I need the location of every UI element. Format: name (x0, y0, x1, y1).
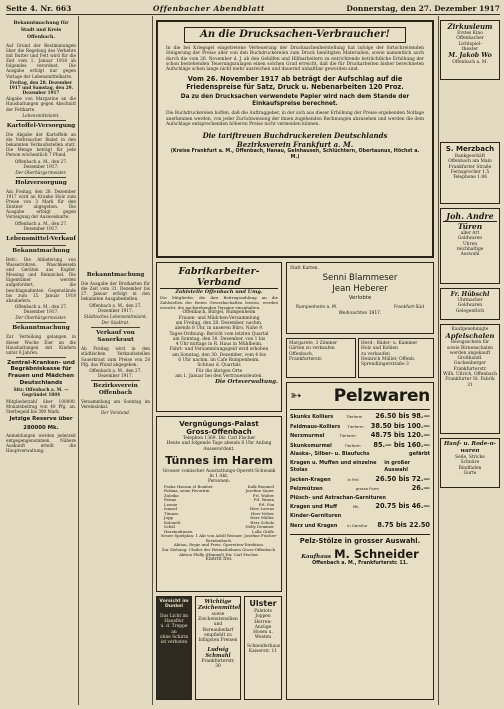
merzbach-line: Offenbach am Main (448, 159, 492, 165)
cast-actor: Frl. Walter (252, 492, 274, 498)
verband-line: Fahrt- und Versammlungsgeld wird erhoben (169, 347, 269, 353)
pelz-header (290, 386, 430, 410)
separator (16, 357, 66, 358)
zirkus-line: theater (461, 46, 479, 52)
cast-actor: Josefine Sauer (245, 488, 274, 494)
palast-extra: Eintritt frei. (205, 557, 233, 563)
ad-kreise: (Kreise Frankfurt a. M., Offenbach, Hanau, Gelnhausen, Schlüchtern, Obertaunus, Höchst a. M.) (170, 149, 420, 161)
apfel-line: Großhandl. Guckenberger (454, 356, 486, 367)
pelz-item-price: 85.— bis 160.— (373, 440, 430, 449)
notice-heading: Lebensmittel-Verkauf (6, 235, 76, 242)
cast-actor: Herr Lorenz (249, 506, 274, 512)
notice-signature: Der Vorstand. (100, 410, 131, 416)
verband-line: Für die übrigen Orte (195, 368, 243, 374)
notice-heading: Holzversorgung (15, 180, 67, 186)
pelz-item (290, 413, 430, 421)
page-number: Seite 4. Nr. 663 (6, 3, 72, 13)
verband-line: abends 8 Uhr, in unseren Büro, Nahe 9. (174, 326, 264, 332)
ad-middle-text: Die Buchdruckereien hoffen, daß die Auftraggeber, in der sich aus dieser Erhöhung der Preise ergebenden Notlage anerkennen werden, von jeder Zurückweisung der ihnen zugehenden Rechnungen abzusehen und werden die dem Aufschlage entsprechenden höheren Preise nicht vermeiden können. (166, 111, 425, 128)
pelz-item-unit: grosse Form (355, 486, 379, 492)
separator (16, 177, 66, 178)
cast-actor: Nelly Demmer (245, 524, 274, 530)
issue-date: Donnerstag, den 27. Dezember 1917 (346, 3, 500, 13)
zeichen-firm: Ludwig Schmahl (205, 646, 231, 659)
printing-notice-ad (156, 20, 434, 258)
verband-line: Offenbach, Bürgel, Rumpenheim (182, 310, 256, 316)
hanf-line: Schnüre (460, 460, 480, 466)
pelz-item-name: Kragen und Muff (290, 504, 338, 511)
pelz-item-price: 26.50 bis 98.— (375, 412, 430, 420)
andre-line: Türen (457, 222, 483, 231)
apfel-title: Apfelschalen (445, 332, 495, 341)
notice-date: Offenbach a. M., den 27. Dezember 1917. (14, 158, 68, 169)
verband-line: 6 Uhr nachm. im Cafe Rumpenheim. (178, 358, 260, 364)
notice-text: Betr.: Die Ablieferung von Wasserrohren, Waschkesseln und Geräten aus Kupfer, Messing und Reinnickel. Die Eigentümer werden aufgefordert, die beschlagnahmten Gegenstände bis zum 15. Januar 1918 abzuliefern. (6, 256, 76, 303)
fiance-name: Jean Heberer (332, 284, 388, 295)
palast-info: Ausserordent. (203, 446, 235, 452)
andre-line: aller Art (460, 231, 480, 236)
pelz-item-price: gefärbt (409, 451, 430, 458)
huebsch-ad (440, 288, 500, 320)
notice-date: Offenbach a. M., den 27. Dezember 1917. (89, 302, 142, 313)
huebsch-title: Fr. Hübschl (450, 291, 490, 298)
palast-extra: Zur Ziehung: Ulnder der Heimatbühnen Gross-Offenbach. (161, 547, 277, 553)
zirkus-line: Lichtspiel- (458, 41, 482, 47)
kasse-title: Zentral-Kranken- und Begräbniskasse für Frauen und Mädchen Deutschlands (7, 359, 75, 386)
apfel-line: sowie Birnenschalen (446, 345, 494, 351)
zeichenmittel-ad (195, 596, 241, 700)
cast-role: Schäl (164, 524, 175, 530)
hanf-ad (440, 438, 500, 488)
kasse-sub: Sitz: Offenbach a. M. — Gegründet 1884 (13, 387, 69, 398)
cast-role: Pasha Hassan el Bomber (164, 483, 213, 489)
zirkus-line: Erstes Kino (457, 31, 483, 36)
notice-heading: Bekanntmachung (12, 247, 70, 254)
merzbach-line: Frankfurter Straße (448, 164, 492, 170)
small-ad-line: Herd-, Bäder- u. Kammer (361, 341, 418, 346)
separator (16, 233, 66, 234)
apfel-line: Wilh. Ullrich, Offenbach (443, 372, 497, 378)
pelz-item-name: Pelzmützen (290, 486, 323, 493)
ulster-title: Ulster (249, 599, 277, 608)
fiance-name: Senni Blammeser (322, 273, 398, 284)
firm-name: M. Schneider (334, 546, 419, 561)
column-rule (78, 16, 79, 705)
place: Frankfurt-Süd (394, 305, 424, 311)
apfel-line: werden angekauft (449, 350, 491, 356)
zirkus-ad (440, 20, 500, 80)
merzbach-line: Fernsprecher 1.5 (450, 169, 490, 175)
pelz-item (290, 432, 430, 440)
pelz-item-price: 48.75 bis 120.— (370, 431, 430, 440)
pelz-item-price: in großer Auswahl (384, 459, 411, 473)
separator (91, 327, 140, 328)
vorsicht-line: u. d. Treppe an (160, 624, 188, 635)
pelzwaren-ad (286, 382, 434, 700)
verband-line: 4 Uhr mittags in R. Haus in Mühlheim. (175, 342, 263, 348)
zirkus-line: Offenbacher (456, 36, 484, 42)
middle-column (81, 270, 150, 520)
kasse-text: Mitgliederzahl über 100000. Monatsbeitrag von 40 Pfg. an. Sterbegeld bis 300 Mark. (6, 398, 76, 414)
small-ad-line: Heinrich Müller, Offenb. (361, 356, 416, 362)
pelz-item-name: Plüsch- und Astrachan-Garnituren (290, 494, 386, 501)
small-ad-line: Holz und Kohlen (361, 346, 398, 352)
verband-sub: Zahlstelle Offenbach und Umg. (175, 289, 263, 295)
notice-text: Ab Freitag wird in den städtischen Verkaufsstellen Sauerkraut zum Preise von 28 Pfg. das Pfund abgegeben. (81, 346, 150, 367)
palast-title: Vergnügungs-Palast (179, 420, 259, 428)
pelz-item-name: Kinder-Garnituren (290, 512, 342, 519)
pelz-item (290, 522, 430, 530)
ad-bezirk: Bezirksverein Frankfurt a. M. (236, 140, 354, 150)
ad-intro: In die bei Kriegsgel eingetretene Verteuerung der Drucksachenherstellung hat infolge der fortschreitenden Steigerung der Preise aller von den Buchdruckereien zum Druck benötigten Materialien, sowie namentlich auch durch die vom 26. November d. J. ab den Gehilfen und Hilfsarbeitern zu entrichtende beträchtliche Erhöhung der schon bestehenden Teuerungszulagen einen solchen Grad erreicht, daß die für Druckarbeiten bisher berechneten Aufschläge schon lange nicht mehr ausreichen und dauernd unhaltbar geworden sind. (166, 46, 424, 73)
separator (16, 245, 66, 246)
ulster-line: Paletots (254, 609, 272, 614)
pelz-item (290, 503, 430, 511)
verband-line: Schluss d. Quartals (197, 363, 241, 369)
small-ad (286, 338, 356, 378)
ulster-line: Kaiserstr. 11 (248, 649, 278, 655)
notice-text: Auf Grund der Bestimmungen über die Regelung des Verkehrs mit Butter und Fett wird für die Zeit vom 1. Januar 1918 ab folgendes verordnet. Die Ausgabe erfolgt nur gegen Vorlage der Lebensmittelkarte. (6, 43, 76, 79)
pelz-item-name: Skunks Kolliers (290, 414, 334, 420)
zeichen-title: Wichtige Zeichenmittel (198, 599, 241, 612)
ad-signature: Die tariftreuen Buchdruckereien Deutschlands (202, 131, 388, 141)
andre-line: Auswahl (460, 252, 480, 258)
notice-heading: Bezirksverein Offenbach (93, 383, 138, 397)
cast-role: Kolonelt (164, 519, 181, 525)
notice-heading: Bekanntmachung (86, 272, 145, 278)
notice-date: Offenbach a. M., den 27. Dezember 1917. (14, 303, 68, 315)
cast-role: Zuleika (164, 492, 179, 498)
pelz-item-price: 38.50 bis 100.— (370, 421, 430, 430)
cast-actor: Frl. Braun (253, 497, 274, 503)
vorsicht-ad (156, 596, 192, 700)
verband-line: Frauen- und Mädchen-Versammlung (178, 315, 260, 321)
pelz-item-unit: Tierform (346, 414, 363, 419)
pelz-item (290, 423, 430, 431)
andre-line: Uhren (462, 241, 478, 247)
fabrik-verband-ad (156, 262, 282, 412)
zirkus-name: M. Jakob Wo (448, 52, 492, 60)
palast-headline: Tünnes im Harem (165, 453, 273, 467)
column-rule (152, 16, 153, 705)
huebsch-line: Uhrmacher (457, 298, 483, 303)
place: Rumpenheim a. M. (296, 305, 338, 311)
small-ad (358, 338, 434, 378)
notice-text: Die Abgabe der Kartoffeln an die Verbraucher findet in den bekannten Verkaufsstellen statt. Die Menge beträgt für jede Person wöchentlich 7 Pfund. (6, 131, 76, 158)
engagement-announcement (286, 262, 434, 334)
ulster-line: Joppen (255, 614, 271, 620)
cast-role: Ismael (164, 506, 178, 512)
notice-signature: Der Oberbürgermeister. (15, 169, 67, 175)
pelz-item (290, 485, 430, 493)
verband-line: Tages-Ordnung: Bericht vom letzten Quartal (169, 331, 269, 337)
pelz-item (290, 513, 430, 520)
merzbach-ad (440, 142, 500, 204)
ulster-line: Herren-Anzüge (254, 619, 272, 630)
zirkus-sub: Offenbach a. M. (452, 60, 488, 66)
apfel-line: Bezugsschein für (450, 340, 490, 346)
small-ad-line: Margarete, 3 Zimmer (289, 341, 338, 346)
cast-title: Personen: (207, 479, 231, 485)
vorsicht-line: Das Licht im Hausflur (159, 613, 189, 625)
verband-line: am Freitag, den 28. Dezember, nachm. (175, 320, 263, 326)
vorsicht-line: ist verboten (160, 640, 188, 646)
column-rule (438, 16, 439, 705)
hanf-line: Gurte (463, 470, 477, 476)
verband-footer: Die Ortsverwaltung. (215, 379, 278, 386)
cast-role: Fatme (164, 497, 177, 503)
notice-text: Versammlung am Sonntag im Vereinslokal. (81, 399, 150, 410)
separator (16, 322, 66, 323)
separator (91, 380, 140, 381)
cast-role: Tünnes (164, 510, 179, 516)
ad-paper-line: Da zu den Drucksachen verwendete Papier wird nach dem Stande der Einkaufspreise berechnet. (180, 94, 410, 108)
cast-role: Fatima, seine Favoritin (164, 488, 210, 494)
notice-text: Die Ausgabe der Brotkarten für die Zeit vom 31. Dezember bis 27. Januar erfolgt in den bekannten Ausgabestellen. (81, 281, 150, 302)
verband-line: am Sonntag, den 30. Dezember, von 1 bis (172, 336, 266, 342)
apfel-line: Frankfurter St. Fabrik 31 (445, 377, 495, 388)
pelz-item-price: 26.50 bis 72.— (375, 474, 430, 483)
zeichen-line: und Bureaubedarf (202, 622, 234, 633)
cast-actor: Kalk Bommel (247, 483, 274, 489)
hanf-line: Seile, Stricke (455, 455, 485, 460)
kasse-reserve: Jetzige Reserve über 280000 Mk. (9, 416, 73, 431)
vergnuegungs-palast-ad (156, 416, 282, 592)
palast-info: Heute und folgende Tage abends 8 Uhr Anfang (166, 441, 272, 447)
notice-heading: Verkauf von Sauerkraut (96, 330, 135, 344)
ulster-line: Hosen u. Westen (253, 630, 273, 641)
andre-line: reichhaltige (456, 246, 484, 252)
pelz-item-price: 20.75 bis 46.— (375, 502, 430, 511)
apfel-line: Frankfurterstr. (453, 366, 487, 372)
zirkus-title: Zirkusleum (447, 22, 493, 31)
pelz-price-list (290, 413, 430, 530)
palast-extra: Aktion, Regie und Preis: Operetten-Direktion. (173, 542, 265, 548)
kasse-text: Anmeldungen werden jederzeit entgegengenommen. Nähere Auskunft erteilt die Hauptverwaltung. (6, 433, 76, 454)
verband-line: am 1. Januar bei den Vertrauensleuten. (175, 373, 263, 379)
firm-prefix: Kaufhaus (301, 553, 332, 560)
cast-actor: Herr Neber (250, 510, 274, 516)
hanf-title: Hanf- u. Rode-n-waren (444, 441, 496, 454)
andre-ad (440, 208, 500, 284)
vorsicht-line: ohne Schirm (159, 635, 189, 640)
pelz-item-unit: in Garnitur (347, 522, 368, 528)
pelz-item-unit: Tierform (344, 442, 361, 448)
apfelschalen-ad (440, 324, 500, 434)
announcement-label: Statt Karten. (290, 266, 319, 271)
cast-actor: Lolla Gräfe (251, 528, 274, 534)
verlobte-label: Verlobte (348, 295, 372, 302)
separator (16, 120, 66, 121)
pelz-item (290, 442, 430, 450)
notice-signature: Der Stadtrat. (101, 320, 130, 326)
pelz-item-name: Alaska-, Silber- u. Blaufuchs (290, 451, 370, 458)
merzbach-title: S. Merzbach (445, 145, 495, 153)
zeichen-line: sowie Zeichenutensilien (198, 611, 238, 623)
notice-signature: Lebensmittelamt. (22, 112, 60, 118)
pelz-bottom-line: Pelz-Stölze in grosser Auswahl. (290, 534, 430, 545)
notice-date: Freitag, den 28. Dezember 1917 und Samstag, den 29. Dezember 1917 (9, 79, 73, 96)
pelz-item-name: Jacken-Kragen (290, 476, 331, 483)
verband-body: Die Mitglieder, die ihre Beitragszahlung an die Zahlstellen der freien Gewerkschaften leisten, werden ersucht, die nachstehenden Termine einzuhalten. (160, 295, 278, 310)
ulster-line: Schneiderhaus (247, 643, 281, 649)
cast-actor: Herr Schulz (250, 519, 274, 525)
arrow-right-icon: ➳ (290, 388, 302, 404)
huebsch-line: Gelegentlich (455, 308, 485, 314)
pelz-item-unit: in Fell (347, 476, 359, 482)
andre-line: Goldwaren (457, 236, 483, 242)
palast-extra: Neuer Spielplan: 1 Akt von Adolf Reisner. Josefine Fischer-Breidenbach. (160, 533, 278, 543)
newspaper-title: Offenbacher Abendblatt (152, 3, 265, 13)
andre-title: Joh. Andre (443, 211, 497, 222)
notice-date: Offenbach a. M., den 27. Dezember 1917. (89, 367, 142, 378)
pelz-item (290, 451, 430, 458)
small-ad-line: Frankfurterstr. (289, 356, 323, 362)
notice-text: Am Freitag, den 28. Dezember 1917 wird an Kranke Holz zum Preise von 3 Mark für den Zentner abgegeben. Die Ausgabe erfolgt gegen Vorzeigung der Ausweiskarte. (6, 189, 76, 220)
pelz-headline: Pelzwaren (333, 386, 430, 406)
pelz-item-name: Nerzmurmel (290, 433, 325, 440)
merzbach-line: Bankgeschäft (454, 154, 486, 159)
zeichen-line: empfiehlt zu (204, 633, 232, 638)
zeichen-line: billigsten Preisen (198, 638, 238, 644)
announcement-date: Weihnachten 1917. (338, 310, 382, 316)
right-column (440, 20, 502, 705)
palast-desc: Grosser comischer Ausstattungs-Operett-Schwank in 1 Akt. (162, 468, 276, 480)
pelz-item (290, 495, 430, 502)
palast-info: Telephon 1369. Dir. Carl Fischer (182, 436, 256, 441)
small-ad-line: Gärten zu verkaufen (289, 346, 335, 352)
zeichen-address: Frankfurterstr. 30 (201, 659, 235, 670)
apfel-line: Kaufgenehmigte (451, 327, 489, 332)
left-column (6, 18, 76, 706)
notice-signature: Städtisches Lebensmittelamt. (83, 313, 148, 319)
cast-actor: Herr Müller (250, 515, 274, 521)
notice-text: Zur Verteilung gelangen in dieser Woche Eier an die Haushaltungen mit Kindern unter 6 Jahren. (6, 334, 76, 355)
small-ad-line: Sprendlingerstraße 3 (361, 362, 409, 368)
pelz-firm-row (290, 548, 430, 561)
notice-heading: Bekanntmachung für Stadt und Kreis Offenbach. (13, 21, 69, 40)
pelz-item-unit: Tierform (339, 433, 356, 439)
notice-text: Abgabe von Margarine an die Haushaltungen gegen Abschnitt der Fettkarte. (6, 96, 76, 112)
notice-heading: Bekanntmachung (12, 325, 70, 332)
pelz-item (290, 476, 430, 484)
palast-title2: Gross-Offenbach (186, 428, 252, 436)
huebsch-line: Goldwaren (457, 303, 483, 309)
cast-list (160, 485, 278, 535)
notice-heading: Kartoffel-Versorgung (6, 122, 76, 129)
firm-address: Offenbach a. M., Frankfurterstr. 11. (312, 560, 408, 566)
pelz-item-price: 8.75 bis 22.50 (377, 520, 430, 529)
notice-signature: Der Oberbürgermeister. (15, 315, 67, 321)
cast-actor: Frl. Fox (258, 501, 274, 507)
pelz-item (290, 460, 430, 474)
verband-line: am Sonntag, den 30. Dezember, vom 4 bis (172, 352, 266, 358)
pelz-item-name: Feldmaus-Kolliers (290, 423, 341, 430)
pelz-item-price: 26.— (411, 484, 430, 493)
cast-role: Leonie (164, 501, 178, 507)
palast-extra: Aktion Philly (Himmel) Dir. Carl Fischer. (179, 551, 259, 557)
pelz-item-name: Nerz und Kragen (290, 522, 338, 529)
ulster-ad (244, 596, 282, 700)
hanf-line: Bindfaden (458, 465, 482, 471)
verband-title: Fabrikarbeiter-Verband (160, 266, 278, 289)
cast-role: Haremsfrauen (164, 528, 193, 534)
pelz-item-name: Kragen u. Muffen und einzelne Stolas (290, 459, 377, 473)
page-header (6, 2, 500, 15)
pelz-item-unit: Tierform (347, 423, 364, 429)
cast-role: Jupp (164, 515, 174, 521)
ad-surcharge-line: Vom 26. November 1917 ab beträgt der Aufschlag auf die Friedenspreise für Satz, Druck u. Nebenarbeiten 120 Proz. (186, 75, 404, 92)
notice-date: Offenbach a. M., den 27. Dezember 1917. (14, 220, 68, 231)
small-ad-line: Offenbach, (289, 351, 314, 357)
merzbach-line: Telephone 1.86 (452, 175, 488, 181)
vorsicht-title: Vorsicht im Dunkel (159, 599, 189, 610)
pelz-item-unit: Mk. (352, 504, 360, 510)
small-ad-line: zu verkaufen (361, 351, 390, 357)
ad-title: An die Drucksachen-Verbraucher! (184, 27, 406, 43)
pelz-item-name: Skunksmurmel (290, 442, 332, 449)
